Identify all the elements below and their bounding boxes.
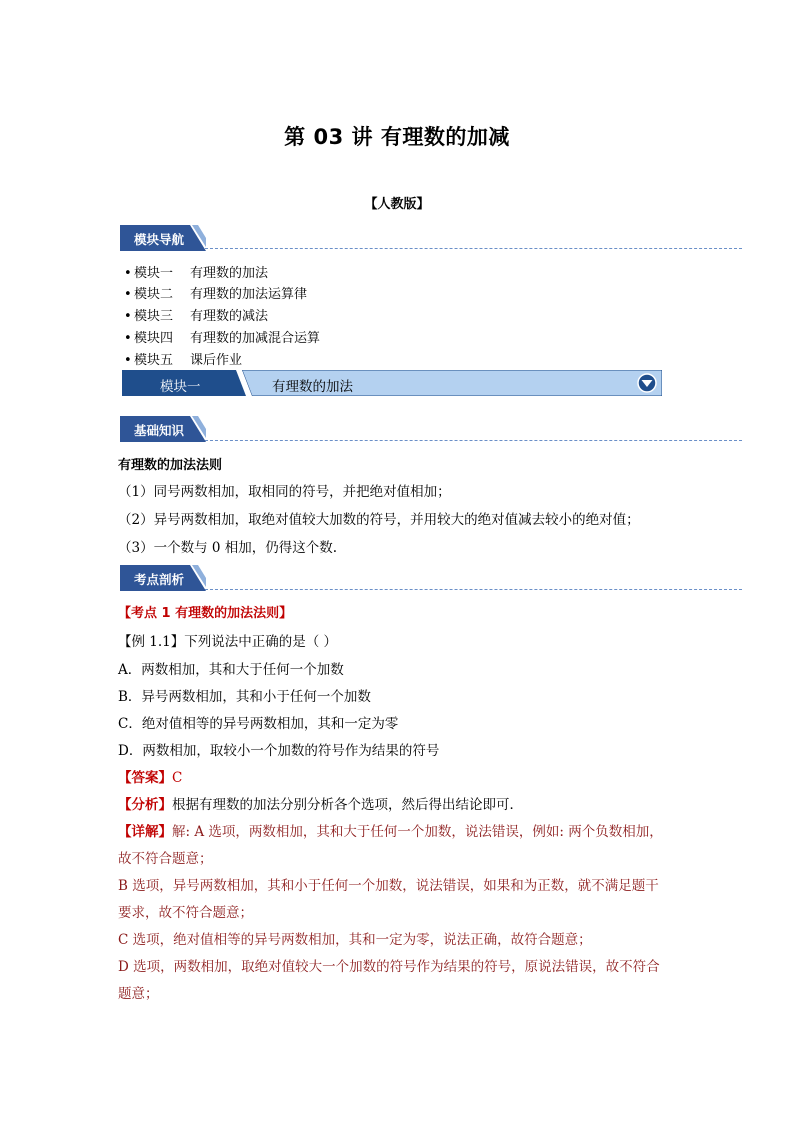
rule-1: （1）同号两数相加，取相同的符号，并把绝对值相加； bbox=[118, 484, 451, 500]
section-tag-analysis bbox=[120, 565, 206, 591]
detail-line-2: 故不符合题意； bbox=[118, 851, 213, 867]
bullet: • bbox=[124, 287, 132, 302]
detail-line-6: D 选项，两数相加，取绝对值较大一个加数的符号作为结果的符号，原说法错误，故不符合 bbox=[118, 959, 660, 975]
analysis-text: 根据有理数的加法分别分析各个选项，然后得出结论即可． bbox=[172, 797, 523, 813]
detail-line-5: C 选项，绝对值相等的异号两数相加，其和一定为零，说法正确，故符合题意； bbox=[118, 932, 592, 948]
nav-item-label: 有理数的减法 bbox=[190, 309, 269, 324]
option-c: C．绝对值相等的异号两数相加，其和一定为零 bbox=[118, 716, 399, 732]
section-tag-nav bbox=[120, 225, 206, 251]
banner-topic-label: 有理数的加法 bbox=[272, 379, 353, 395]
nav-item-module: 模块二 bbox=[134, 287, 174, 302]
exam-point-heading: 【考点 1 有理数的加法法则】 bbox=[118, 606, 293, 621]
option-a: A．两数相加，其和大于任何一个加数 bbox=[118, 662, 344, 678]
chevron-down-icon[interactable] bbox=[637, 373, 657, 393]
answer-tag: 【答案】 bbox=[118, 770, 172, 786]
nav-item-module: 模块五 bbox=[134, 353, 174, 368]
analysis-line bbox=[118, 793, 523, 813]
option-b: B．异号两数相加，其和小于任何一个加数 bbox=[118, 689, 371, 705]
nav-item-4[interactable] bbox=[124, 327, 320, 346]
nav-item-module: 模块三 bbox=[134, 309, 174, 324]
section-divider bbox=[205, 440, 742, 441]
nav-item-label: 有理数的加减混合运算 bbox=[190, 331, 321, 346]
detail-line-3: B 选项，异号两数相加，其和小于任何一个加数，说法错误，如果和为正数，就不满足题干 bbox=[118, 878, 659, 894]
banner-shape bbox=[122, 370, 662, 396]
nav-item-module: 模块一 bbox=[134, 266, 174, 281]
banner-module-label: 模块一 bbox=[160, 379, 201, 395]
detail-line-1 bbox=[118, 820, 663, 840]
module-banner[interactable] bbox=[122, 370, 662, 396]
nav-item-label: 有理数的加法运算律 bbox=[190, 287, 308, 302]
example-tag: 【例 1.1】 bbox=[118, 634, 185, 650]
edition-label: 【人教版】 bbox=[364, 197, 430, 212]
detail-line-4: 要求，故不符合题意； bbox=[118, 905, 253, 921]
nav-item-1[interactable] bbox=[124, 262, 268, 281]
section-tag-analysis-label: 考点剖析 bbox=[134, 572, 185, 587]
detail-tag: 【详解】 bbox=[118, 824, 172, 840]
rule-2: （2）异号两数相加，取绝对值较大加数的符号，并用较大的绝对值减去较小的绝对值； bbox=[118, 512, 640, 528]
bullet: • bbox=[124, 353, 132, 368]
rules-heading: 有理数的加法法则 bbox=[118, 458, 223, 473]
analysis-tag: 【分析】 bbox=[118, 797, 172, 813]
answer-value: C bbox=[172, 770, 183, 786]
option-d: D．两数相加，取较小一个加数的符号作为结果的符号 bbox=[118, 743, 440, 759]
nav-item-label: 课后作业 bbox=[190, 353, 243, 368]
section-tag-nav-label: 模块导航 bbox=[134, 232, 185, 247]
example-stem: 下列说法中正确的是（ ） bbox=[184, 634, 338, 650]
nav-item-5[interactable] bbox=[124, 349, 242, 368]
page-title: 第 03 讲 有理数的加减 bbox=[284, 125, 510, 149]
nav-item-3[interactable] bbox=[124, 305, 268, 324]
rule-3: （3）一个数与 0 相加，仍得这个数. bbox=[118, 540, 338, 556]
section-divider bbox=[205, 248, 742, 249]
detail-line-7: 题意； bbox=[118, 986, 159, 1002]
bullet: • bbox=[124, 309, 132, 324]
answer-line bbox=[118, 766, 182, 786]
section-tag-basics bbox=[120, 416, 206, 442]
section-divider bbox=[205, 589, 742, 590]
detail-text: 解: A 选项，两数相加，其和大于任何一个加数，说法错误，例如: 两个负数相加， bbox=[172, 824, 663, 840]
bullet: • bbox=[124, 331, 132, 346]
example-question bbox=[118, 630, 337, 650]
nav-item-2[interactable] bbox=[124, 283, 307, 302]
nav-item-module: 模块四 bbox=[134, 331, 174, 346]
section-tag-basics-label: 基础知识 bbox=[134, 423, 185, 438]
nav-item-label: 有理数的加法 bbox=[190, 266, 269, 281]
bullet: • bbox=[124, 266, 132, 281]
